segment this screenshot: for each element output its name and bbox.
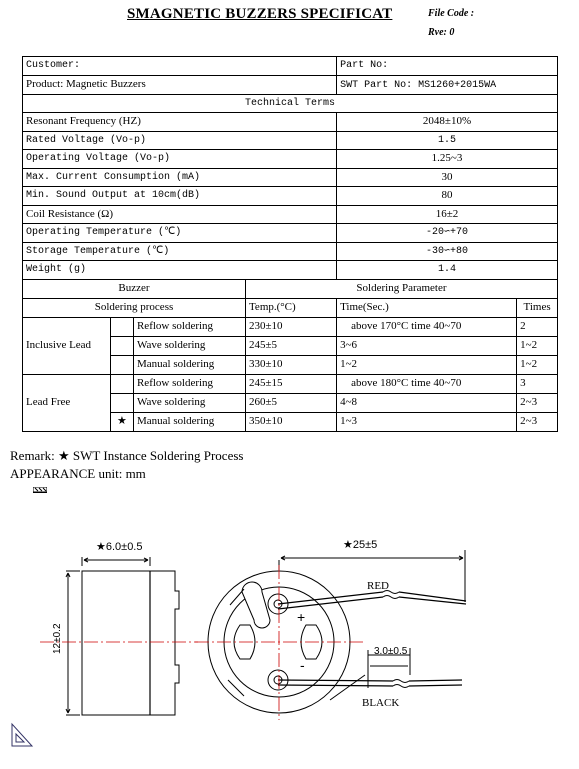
- technical-terms-heading: Technical Terms: [23, 94, 558, 113]
- term-label: Operating Temperature (℃): [23, 224, 337, 243]
- mark-cell: [110, 336, 133, 355]
- pitch-dimension: 3.0±0.5: [374, 646, 408, 657]
- term-label: Min. Sound Output at 10cm(dB): [23, 187, 337, 206]
- temp-cell: 245±15: [245, 374, 336, 393]
- method-cell: Wave soldering: [133, 393, 245, 412]
- term-value: 1.5: [337, 131, 558, 150]
- mark-cell: [110, 355, 133, 374]
- temp-cell: 350±10: [245, 412, 336, 431]
- term-label: Operating Voltage (Vo-p): [23, 150, 337, 169]
- side-view: [40, 557, 198, 715]
- positive-terminal-mark: +: [297, 609, 306, 625]
- star-mark: ★: [110, 412, 133, 431]
- times-cell: 2~3: [517, 393, 558, 412]
- group-inclusive-lead: Inclusive Lead: [23, 317, 111, 374]
- remark-line: Remark: ★ SWT Instance Soldering Process: [10, 448, 244, 463]
- method-cell: Wave soldering: [133, 336, 245, 355]
- lead-length-dimension: ★25±5: [343, 539, 378, 551]
- appearance-heading: APPEARANCE unit: mm: [10, 466, 146, 481]
- term-label: Resonant Frequency (HZ): [23, 113, 337, 132]
- swt-part-no-cell: SWT Part No: MS1260+2015WA: [337, 75, 558, 94]
- term-value: -20∽+70: [337, 224, 558, 243]
- times-cell: 2~3: [517, 412, 558, 431]
- method-cell: Manual soldering: [133, 412, 245, 431]
- triangle-ruler-icon: [10, 722, 34, 750]
- front-view: [208, 550, 466, 713]
- revision: Rve: 0: [428, 27, 455, 38]
- height-dimension: 12±0.2: [52, 623, 63, 654]
- appearance-drawing: [0, 520, 579, 735]
- method-cell: Reflow soldering: [133, 317, 245, 336]
- term-value: 1.25~3: [337, 150, 558, 169]
- document-title: SMAGNETIC BUZZERS SPECIFICAT: [127, 6, 393, 22]
- spec-table: [22, 56, 558, 432]
- time-cell: above 180°C time 40~70: [337, 374, 517, 393]
- term-value: 2048±10%: [337, 113, 558, 132]
- time-cell: 4~8: [337, 393, 517, 412]
- small-stamp-icon: [33, 487, 47, 493]
- time-cell: 1~2: [337, 355, 517, 374]
- term-label: Rated Voltage (Vo-p): [23, 131, 337, 150]
- time-cell: above 170°C time 40~70: [337, 317, 517, 336]
- black-lead-label: BLACK: [362, 697, 400, 709]
- term-value: 1.4: [337, 261, 558, 280]
- soldering-parameter-header: Soldering Parameter: [245, 279, 557, 298]
- temp-cell: 230±10: [245, 317, 336, 336]
- customer-cell: Customer:: [23, 57, 337, 76]
- term-value: 16±2: [337, 205, 558, 224]
- term-label: Weight (g): [23, 261, 337, 280]
- time-header: Time(Sec.): [337, 298, 517, 317]
- times-cell: 3: [517, 374, 558, 393]
- temp-cell: 245±5: [245, 336, 336, 355]
- file-code: File Code :: [428, 8, 475, 19]
- term-value: 80: [337, 187, 558, 206]
- method-cell: Manual soldering: [133, 355, 245, 374]
- term-label: Coil Resistance (Ω): [23, 205, 337, 224]
- term-value: 30: [337, 168, 558, 187]
- buzzer-header: Buzzer: [23, 279, 246, 298]
- group-lead-free: Lead Free: [23, 374, 111, 431]
- mark-cell: [110, 374, 133, 393]
- part-no-cell: Part No:: [337, 57, 558, 76]
- method-cell: Reflow soldering: [133, 374, 245, 393]
- time-cell: 1~3: [337, 412, 517, 431]
- soldering-process-header: Soldering process: [23, 298, 246, 317]
- times-header: Times: [517, 298, 558, 317]
- times-cell: 1~2: [517, 336, 558, 355]
- time-cell: 3~6: [337, 336, 517, 355]
- product-cell: Product: Magnetic Buzzers: [23, 75, 337, 94]
- term-label: Max. Current Consumption (mA): [23, 168, 337, 187]
- red-lead-label: RED: [367, 580, 389, 592]
- width-dimension: ★6.0±0.5: [96, 541, 143, 553]
- negative-terminal-mark: -: [300, 657, 305, 673]
- temp-cell: 330±10: [245, 355, 336, 374]
- times-cell: 1~2: [517, 355, 558, 374]
- temp-cell: 260±5: [245, 393, 336, 412]
- term-value: -30∽+80: [337, 242, 558, 261]
- times-cell: 2: [517, 317, 558, 336]
- temp-header: Temp.(°C): [245, 298, 336, 317]
- term-label: Storage Temperature (℃): [23, 242, 337, 261]
- mark-cell: [110, 317, 133, 336]
- mark-cell: [110, 393, 133, 412]
